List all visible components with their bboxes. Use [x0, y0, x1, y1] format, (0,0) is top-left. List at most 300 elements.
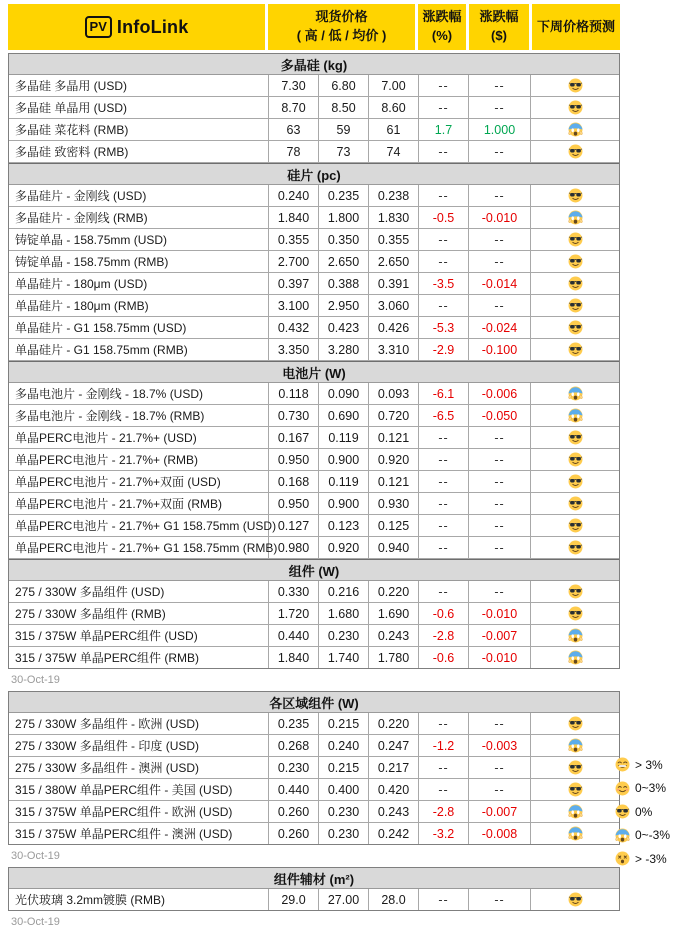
price-low-cell: 0.119 — [319, 471, 369, 492]
scream-face-icon — [568, 122, 583, 137]
table-row — [9, 471, 619, 493]
sunglasses-face-icon — [568, 276, 583, 291]
sunglasses-face-icon — [568, 254, 583, 269]
price-high-cell: 29.0 — [269, 889, 319, 910]
table-row — [9, 449, 619, 471]
forecast-cell — [531, 119, 619, 140]
table-row — [9, 493, 619, 515]
product-label: 275 / 330W 多晶组件 - 印度 (USD) — [9, 735, 269, 756]
price-low-cell: 0.123 — [319, 515, 369, 536]
change-usd-cell: -- — [469, 537, 531, 558]
forecast-cell — [531, 427, 619, 448]
change-pct-cell: -- — [419, 449, 469, 470]
table-section — [9, 868, 619, 910]
price-high-cell: 0.168 — [269, 471, 319, 492]
price-avg-cell: 0.930 — [369, 493, 419, 514]
price-avg-cell: 0.720 — [369, 405, 419, 426]
legend-item — [615, 800, 679, 824]
table-row — [9, 75, 619, 97]
scream-face-icon — [568, 826, 583, 841]
price-low-cell: 0.119 — [319, 427, 369, 448]
price-avg-cell: 0.125 — [369, 515, 419, 536]
table-section — [9, 54, 619, 163]
change-pct-cell: -- — [419, 75, 469, 96]
price-avg-cell: 0.220 — [369, 713, 419, 734]
change-usd-cell: -- — [469, 779, 531, 800]
change-usd-cell: -- — [469, 141, 531, 162]
price-high-cell: 63 — [269, 119, 319, 140]
forecast-cell — [531, 185, 619, 206]
table-row — [9, 603, 619, 625]
change-usd-cell: -0.010 — [469, 647, 531, 668]
table-row — [9, 207, 619, 229]
change-pct-cell: -2.8 — [419, 625, 469, 646]
forecast-cell — [531, 75, 619, 96]
change-usd-unit: ($) — [491, 28, 507, 43]
product-label: 铸锭单晶 - 158.75mm (RMB) — [9, 251, 269, 272]
price-high-cell: 0.230 — [269, 757, 319, 778]
forecast-cell — [531, 229, 619, 250]
sunglasses-face-icon — [568, 452, 583, 467]
change-pct-cell: -5.3 — [419, 317, 469, 338]
scream-face-icon — [568, 628, 583, 643]
price-high-cell: 7.30 — [269, 75, 319, 96]
change-pct-unit: (%) — [431, 28, 453, 43]
forecast-cell — [531, 317, 619, 338]
product-label: 315 / 380W 单晶PERC组件 - 美国 (USD) — [9, 779, 269, 800]
table-row — [9, 889, 619, 910]
forecast-legend — [615, 753, 679, 871]
price-avg-cell: 8.60 — [369, 97, 419, 118]
table-row — [9, 427, 619, 449]
change-pct-cell: -- — [419, 757, 469, 778]
change-pct-cell: -- — [419, 471, 469, 492]
price-high-cell: 1.840 — [269, 647, 319, 668]
change-pct-cell: 1.7 — [419, 119, 469, 140]
price-low-cell: 8.50 — [319, 97, 369, 118]
price-avg-cell: 1.690 — [369, 603, 419, 624]
sunglasses-face-icon — [568, 892, 583, 907]
product-label: 单晶PERC电池片 - 21.7%+双面 (RMB) — [9, 493, 269, 514]
price-avg-cell: 0.220 — [369, 581, 419, 602]
table-row — [9, 801, 619, 823]
price-avg-cell: 0.238 — [369, 185, 419, 206]
change-pct-cell: -1.2 — [419, 735, 469, 756]
section-header: 组件 (W) — [9, 559, 619, 581]
price-high-cell: 3.100 — [269, 295, 319, 316]
price-low-cell: 6.80 — [319, 75, 369, 96]
price-avg-cell: 1.780 — [369, 647, 419, 668]
product-label: 单晶PERC电池片 - 21.7%+ G1 158.75mm (USD) — [9, 515, 269, 536]
price-avg-cell: 0.420 — [369, 779, 419, 800]
change-pct-cell: -- — [419, 515, 469, 536]
change-pct-cell: -- — [419, 427, 469, 448]
price-avg-cell: 74 — [369, 141, 419, 162]
change-pct-cell: -- — [419, 779, 469, 800]
change-pct-cell: -- — [419, 251, 469, 272]
sunglasses-face-icon — [568, 320, 583, 335]
table-section — [9, 163, 619, 361]
change-usd-header — [469, 4, 529, 50]
price-high-cell: 0.980 — [269, 537, 319, 558]
price-high-cell: 0.440 — [269, 625, 319, 646]
table-row — [9, 735, 619, 757]
change-usd-cell: -0.010 — [469, 603, 531, 624]
change-usd-cell: -- — [469, 185, 531, 206]
product-label: 光伏玻璃 3.2mm镀膜 (RMB) — [9, 889, 269, 910]
price-high-cell: 1.840 — [269, 207, 319, 228]
legend-label: 0~3% — [635, 781, 667, 796]
sunglasses-face-icon — [568, 100, 583, 115]
forecast-cell — [531, 405, 619, 426]
price-avg-cell: 0.093 — [369, 383, 419, 404]
price-low-cell: 0.920 — [319, 537, 369, 558]
change-pct-cell: -- — [419, 141, 469, 162]
forecast-cell — [531, 537, 619, 558]
forecast-title: 下周价格预测 — [536, 18, 615, 34]
forecast-cell — [531, 735, 619, 756]
table-block — [8, 691, 620, 845]
sunglasses-face-icon — [568, 342, 583, 357]
price-high-cell: 0.432 — [269, 317, 319, 338]
table-section — [9, 361, 619, 559]
forecast-cell — [531, 515, 619, 536]
price-avg-cell: 0.242 — [369, 823, 419, 844]
legend-label: 0~-3% — [635, 828, 671, 843]
price-avg-cell: 0.391 — [369, 273, 419, 294]
forecast-cell — [531, 449, 619, 470]
table-row — [9, 97, 619, 119]
change-pct-cell: -- — [419, 493, 469, 514]
price-low-cell: 0.090 — [319, 383, 369, 404]
change-pct-cell: -- — [419, 185, 469, 206]
price-low-cell: 27.00 — [319, 889, 369, 910]
price-high-cell: 0.118 — [269, 383, 319, 404]
table-row — [9, 515, 619, 537]
forecast-cell — [531, 207, 619, 228]
dizzy-face-icon — [615, 851, 630, 866]
price-low-cell: 0.388 — [319, 273, 369, 294]
spot-price-header — [268, 4, 415, 50]
change-usd-cell: -- — [469, 757, 531, 778]
price-table-body — [8, 53, 620, 933]
price-low-cell: 0.215 — [319, 713, 369, 734]
spot-price-subtitle: ( 高 / 低 / 均价 ) — [296, 28, 387, 43]
price-high-cell: 0.730 — [269, 405, 319, 426]
table-row — [9, 625, 619, 647]
price-avg-cell: 0.243 — [369, 625, 419, 646]
spot-price-title: 现货价格 — [315, 9, 368, 25]
product-label: 单晶PERC电池片 - 21.7%+ G1 158.75mm (RMB) — [9, 537, 269, 558]
change-pct-cell: -0.5 — [419, 207, 469, 228]
price-low-cell: 0.400 — [319, 779, 369, 800]
forecast-cell — [531, 889, 619, 910]
price-low-cell: 1.800 — [319, 207, 369, 228]
price-avg-cell: 2.650 — [369, 251, 419, 272]
forecast-cell — [531, 603, 619, 624]
forecast-cell — [531, 295, 619, 316]
price-high-cell: 0.330 — [269, 581, 319, 602]
price-low-cell: 0.900 — [319, 449, 369, 470]
change-pct-cell: -2.8 — [419, 801, 469, 822]
scream-face-icon — [568, 650, 583, 665]
forecast-cell — [531, 581, 619, 602]
product-label: 单晶PERC电池片 - 21.7%+ (RMB) — [9, 449, 269, 470]
price-low-cell: 0.230 — [319, 801, 369, 822]
forecast-cell — [531, 713, 619, 734]
product-label: 单晶硅片 - G1 158.75mm (USD) — [9, 317, 269, 338]
sunglasses-face-icon — [568, 540, 583, 555]
price-avg-cell: 0.247 — [369, 735, 419, 756]
table-row — [9, 823, 619, 844]
price-low-cell: 1.680 — [319, 603, 369, 624]
price-high-cell: 0.440 — [269, 779, 319, 800]
forecast-cell — [531, 339, 619, 360]
price-low-cell: 0.350 — [319, 229, 369, 250]
table-row — [9, 581, 619, 603]
change-usd-cell: -0.006 — [469, 383, 531, 404]
change-usd-cell: -0.010 — [469, 207, 531, 228]
product-label: 315 / 375W 单晶PERC组件 (USD) — [9, 625, 269, 646]
sunglasses-face-icon — [615, 804, 630, 819]
price-low-cell: 59 — [319, 119, 369, 140]
section-header: 多晶硅 (kg) — [9, 54, 619, 75]
scream-face-icon — [568, 386, 583, 401]
price-low-cell: 0.230 — [319, 823, 369, 844]
table-section — [9, 559, 619, 668]
table-row — [9, 647, 619, 668]
price-avg-cell: 0.121 — [369, 427, 419, 448]
price-high-cell: 1.720 — [269, 603, 319, 624]
price-low-cell: 0.230 — [319, 625, 369, 646]
sunglasses-face-icon — [568, 760, 583, 775]
forecast-cell — [531, 625, 619, 646]
forecast-cell — [531, 141, 619, 162]
product-label: 275 / 330W 多晶组件 - 欧洲 (USD) — [9, 713, 269, 734]
forecast-cell — [531, 757, 619, 778]
change-usd-cell: -- — [469, 493, 531, 514]
table-row — [9, 757, 619, 779]
price-avg-cell: 0.121 — [369, 471, 419, 492]
product-label: 单晶PERC电池片 - 21.7%+双面 (USD) — [9, 471, 269, 492]
table-row — [9, 273, 619, 295]
price-low-cell: 0.240 — [319, 735, 369, 756]
sunglasses-face-icon — [568, 298, 583, 313]
legend-item — [615, 753, 679, 777]
scream-face-icon — [615, 828, 630, 843]
date-stamp: 30-Oct-19 — [11, 916, 60, 928]
table-row — [9, 317, 619, 339]
brand-name: InfoLink — [116, 16, 189, 37]
section-header: 组件辅材 (m²) — [9, 868, 619, 889]
change-usd-cell: -- — [469, 449, 531, 470]
product-label: 单晶硅片 - G1 158.75mm (RMB) — [9, 339, 269, 360]
price-high-cell: 0.240 — [269, 185, 319, 206]
price-table — [8, 4, 620, 933]
change-pct-cell: -3.2 — [419, 823, 469, 844]
price-high-cell: 8.70 — [269, 97, 319, 118]
product-label: 275 / 330W 多晶组件 - 澳洲 (USD) — [9, 757, 269, 778]
product-label: 多晶电池片 - 金刚线 - 18.7% (USD) — [9, 383, 269, 404]
scream-face-icon — [568, 804, 583, 819]
price-high-cell: 0.260 — [269, 823, 319, 844]
grin-face-icon — [615, 757, 630, 772]
price-high-cell: 0.235 — [269, 713, 319, 734]
price-low-cell: 0.690 — [319, 405, 369, 426]
legend-item — [615, 777, 679, 801]
price-avg-cell: 0.920 — [369, 449, 419, 470]
price-high-cell: 0.127 — [269, 515, 319, 536]
forecast-cell — [531, 97, 619, 118]
price-high-cell: 0.950 — [269, 449, 319, 470]
legend-item — [615, 824, 679, 848]
price-high-cell: 2.700 — [269, 251, 319, 272]
price-high-cell: 0.167 — [269, 427, 319, 448]
change-usd-cell: -0.007 — [469, 625, 531, 646]
pv-logo-text: PV — [89, 18, 107, 34]
sunglasses-face-icon — [568, 716, 583, 731]
logo-cell — [8, 4, 265, 50]
change-pct-cell: -0.6 — [419, 603, 469, 624]
forecast-cell — [531, 471, 619, 492]
forecast-cell — [531, 801, 619, 822]
price-high-cell: 0.397 — [269, 273, 319, 294]
table-row — [9, 779, 619, 801]
sunglasses-face-icon — [568, 606, 583, 621]
change-usd-cell: -- — [469, 713, 531, 734]
product-label: 单晶PERC电池片 - 21.7%+ (USD) — [9, 427, 269, 448]
sunglasses-face-icon — [568, 584, 583, 599]
table-row — [9, 295, 619, 317]
price-avg-cell: 0.355 — [369, 229, 419, 250]
change-pct-cell: -- — [419, 581, 469, 602]
price-avg-cell: 0.217 — [369, 757, 419, 778]
change-pct-cell: -- — [419, 97, 469, 118]
change-usd-cell: -- — [469, 229, 531, 250]
price-avg-cell: 0.940 — [369, 537, 419, 558]
table-block — [8, 53, 620, 669]
smile-face-icon — [615, 781, 630, 796]
sunglasses-face-icon — [568, 232, 583, 247]
table-row — [9, 713, 619, 735]
legend-item — [615, 847, 679, 871]
sunglasses-face-icon — [568, 782, 583, 797]
change-pct-header — [418, 4, 466, 50]
table-row — [9, 251, 619, 273]
price-avg-cell: 3.060 — [369, 295, 419, 316]
date-stamp: 30-Oct-19 — [11, 674, 60, 686]
legend-label: 0% — [635, 804, 653, 819]
table-row — [9, 383, 619, 405]
change-usd-cell: -0.050 — [469, 405, 531, 426]
change-pct-cell: -- — [419, 537, 469, 558]
product-label: 多晶电池片 - 金刚线 - 18.7% (RMB) — [9, 405, 269, 426]
change-pct-cell: -- — [419, 889, 469, 910]
price-low-cell: 73 — [319, 141, 369, 162]
change-pct-cell: -2.9 — [419, 339, 469, 360]
change-usd-cell: -0.008 — [469, 823, 531, 844]
change-usd-title: 涨跌幅 — [479, 9, 519, 25]
product-label: 单晶硅片 - 180μm (USD) — [9, 273, 269, 294]
sunglasses-face-icon — [568, 78, 583, 93]
section-header: 硅片 (pc) — [9, 163, 619, 185]
price-high-cell: 0.260 — [269, 801, 319, 822]
sunglasses-face-icon — [568, 496, 583, 511]
price-high-cell: 0.355 — [269, 229, 319, 250]
sunglasses-face-icon — [568, 430, 583, 445]
price-low-cell: 1.740 — [319, 647, 369, 668]
sunglasses-face-icon — [568, 144, 583, 159]
change-pct-cell: -6.5 — [419, 405, 469, 426]
section-header: 电池片 (W) — [9, 361, 619, 383]
change-usd-cell: -- — [469, 295, 531, 316]
sunglasses-face-icon — [568, 518, 583, 533]
change-usd-cell: -- — [469, 251, 531, 272]
price-low-cell: 0.216 — [319, 581, 369, 602]
change-usd-cell: -0.007 — [469, 801, 531, 822]
change-pct-cell: -- — [419, 229, 469, 250]
change-usd-cell: -0.100 — [469, 339, 531, 360]
change-pct-cell: -- — [419, 713, 469, 734]
price-avg-cell: 61 — [369, 119, 419, 140]
forecast-header — [532, 4, 620, 50]
change-usd-cell: -- — [469, 471, 531, 492]
price-avg-cell: 1.830 — [369, 207, 419, 228]
table-row — [9, 119, 619, 141]
product-label: 多晶硅 单晶用 (USD) — [9, 97, 269, 118]
scream-face-icon — [568, 210, 583, 225]
product-label: 多晶硅 多晶用 (USD) — [9, 75, 269, 96]
legend-label: > 3% — [635, 757, 663, 772]
table-row — [9, 185, 619, 207]
price-low-cell: 2.950 — [319, 295, 369, 316]
price-avg-cell: 7.00 — [369, 75, 419, 96]
product-label: 多晶硅片 - 金刚线 (USD) — [9, 185, 269, 206]
scream-face-icon — [568, 738, 583, 753]
forecast-cell — [531, 251, 619, 272]
change-pct-cell: -0.6 — [419, 647, 469, 668]
forecast-cell — [531, 779, 619, 800]
product-label: 多晶硅 致密料 (RMB) — [9, 141, 269, 162]
sunglasses-face-icon — [568, 188, 583, 203]
forecast-cell — [531, 383, 619, 404]
price-avg-cell: 3.310 — [369, 339, 419, 360]
change-usd-cell: -- — [469, 75, 531, 96]
sunglasses-face-icon — [568, 474, 583, 489]
scream-face-icon — [568, 408, 583, 423]
forecast-cell — [531, 647, 619, 668]
table-row — [9, 405, 619, 427]
table-row — [9, 229, 619, 251]
price-low-cell: 0.235 — [319, 185, 369, 206]
forecast-cell — [531, 823, 619, 844]
change-pct-title: 涨跌幅 — [422, 9, 462, 25]
price-high-cell: 3.350 — [269, 339, 319, 360]
change-usd-cell: -- — [469, 97, 531, 118]
change-usd-cell: 1.000 — [469, 119, 531, 140]
change-pct-cell: -6.1 — [419, 383, 469, 404]
product-label: 315 / 375W 单晶PERC组件 - 澳洲 (USD) — [9, 823, 269, 844]
date-stamp: 30-Oct-19 — [11, 850, 60, 862]
price-high-cell: 0.950 — [269, 493, 319, 514]
price-avg-cell: 0.426 — [369, 317, 419, 338]
section-header: 各区域组件 (W) — [9, 692, 619, 713]
table-header-row — [8, 4, 620, 50]
price-avg-cell: 28.0 — [369, 889, 419, 910]
change-pct-cell: -- — [419, 295, 469, 316]
legend-label: > -3% — [635, 851, 667, 866]
price-low-cell: 0.423 — [319, 317, 369, 338]
